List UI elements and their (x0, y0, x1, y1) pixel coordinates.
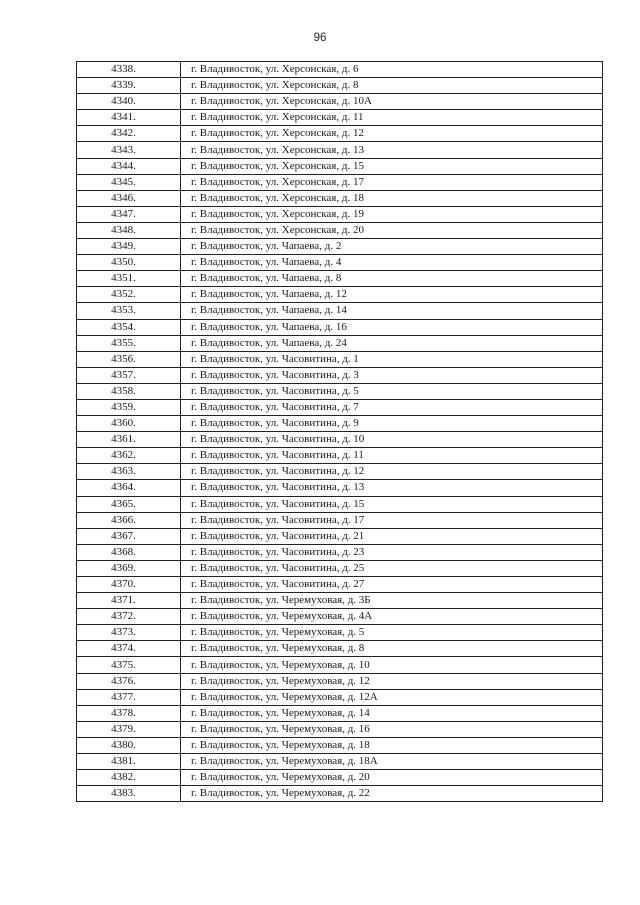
address-cell: г. Владивосток, ул. Херсонская, д. 19 (181, 206, 603, 222)
table-row (77, 480, 603, 496)
address-cell: г. Владивосток, ул. Черемуховая, д. 22 (181, 786, 603, 802)
table-row (77, 528, 603, 544)
row-number-cell: 4359. (77, 399, 181, 415)
row-number-cell: 4352. (77, 287, 181, 303)
address-cell: г. Владивосток, ул. Херсонская, д. 18 (181, 190, 603, 206)
table-row (77, 464, 603, 480)
table-row (77, 721, 603, 737)
address-cell: г. Владивосток, ул. Херсонская, д. 8 (181, 78, 603, 94)
address-cell: г. Владивосток, ул. Черемуховая, д. 12 (181, 673, 603, 689)
table-row (77, 593, 603, 609)
address-cell: г. Владивосток, ул. Часовитина, д. 10 (181, 432, 603, 448)
address-cell: г. Владивосток, ул. Часовитина, д. 5 (181, 383, 603, 399)
table-row (77, 271, 603, 287)
table-row (77, 737, 603, 753)
table-row (77, 544, 603, 560)
row-number-cell: 4371. (77, 593, 181, 609)
row-number-cell: 4347. (77, 206, 181, 222)
table-row (77, 335, 603, 351)
row-number-cell: 4348. (77, 222, 181, 238)
address-cell: г. Владивосток, ул. Черемуховая, д. 3Б (181, 593, 603, 609)
table-row (77, 142, 603, 158)
address-cell: г. Владивосток, ул. Часовитина, д. 9 (181, 416, 603, 432)
row-number-cell: 4374. (77, 641, 181, 657)
address-cell: г. Владивосток, ул. Часовитина, д. 23 (181, 544, 603, 560)
row-number-cell: 4364. (77, 480, 181, 496)
address-cell: г. Владивосток, ул. Часовитина, д. 11 (181, 448, 603, 464)
row-number-cell: 4353. (77, 303, 181, 319)
table-row (77, 190, 603, 206)
row-number-cell: 4377. (77, 689, 181, 705)
row-number-cell: 4355. (77, 335, 181, 351)
row-number-cell: 4381. (77, 754, 181, 770)
row-number-cell: 4368. (77, 544, 181, 560)
address-cell: г. Владивосток, ул. Часовитина, д. 17 (181, 512, 603, 528)
table-row (77, 641, 603, 657)
row-number-cell: 4361. (77, 432, 181, 448)
row-number-cell: 4373. (77, 625, 181, 641)
address-cell: г. Владивосток, ул. Херсонская, д. 6 (181, 62, 603, 78)
table-row (77, 512, 603, 528)
row-number-cell: 4370. (77, 577, 181, 593)
row-number-cell: 4367. (77, 528, 181, 544)
table-row (77, 239, 603, 255)
address-cell: г. Владивосток, ул. Часовитина, д. 27 (181, 577, 603, 593)
table-row (77, 351, 603, 367)
table-row (77, 367, 603, 383)
address-cell: г. Владивосток, ул. Херсонская, д. 20 (181, 222, 603, 238)
page-number: 96 (313, 32, 327, 44)
table-row (77, 206, 603, 222)
address-cell: г. Владивосток, ул. Часовитина, д. 3 (181, 367, 603, 383)
row-number-cell: 4340. (77, 94, 181, 110)
table-row (77, 432, 603, 448)
address-cell: г. Владивосток, ул. Херсонская, д. 17 (181, 174, 603, 190)
table-row (77, 770, 603, 786)
table-row (77, 786, 603, 802)
row-number-cell: 4375. (77, 657, 181, 673)
row-number-cell: 4345. (77, 174, 181, 190)
row-number-cell: 4349. (77, 239, 181, 255)
address-cell: г. Владивосток, ул. Часовитина, д. 21 (181, 528, 603, 544)
address-cell: г. Владивосток, ул. Черемуховая, д. 20 (181, 770, 603, 786)
table-row (77, 416, 603, 432)
table-row (77, 560, 603, 576)
table-row (77, 158, 603, 174)
address-cell: г. Владивосток, ул. Черемуховая, д. 10 (181, 657, 603, 673)
table-row (77, 174, 603, 190)
row-number-cell: 4344. (77, 158, 181, 174)
address-cell: г. Владивосток, ул. Часовитина, д. 13 (181, 480, 603, 496)
row-number-cell: 4342. (77, 126, 181, 142)
row-number-cell: 4365. (77, 496, 181, 512)
row-number-cell: 4362. (77, 448, 181, 464)
address-cell: г. Владивосток, ул. Чапаева, д. 8 (181, 271, 603, 287)
table-row (77, 448, 603, 464)
address-cell: г. Владивосток, ул. Часовитина, д. 1 (181, 351, 603, 367)
row-number-cell: 4358. (77, 383, 181, 399)
address-cell: г. Владивосток, ул. Часовитина, д. 12 (181, 464, 603, 480)
table-row (77, 222, 603, 238)
address-cell: г. Владивосток, ул. Черемуховая, д. 12А (181, 689, 603, 705)
address-cell: г. Владивосток, ул. Черемуховая, д. 8 (181, 641, 603, 657)
row-number-cell: 4350. (77, 255, 181, 271)
address-cell: г. Владивосток, ул. Херсонская, д. 10А (181, 94, 603, 110)
address-cell: г. Владивосток, ул. Черемуховая, д. 14 (181, 705, 603, 721)
table-row (77, 689, 603, 705)
address-cell: г. Владивосток, ул. Чапаева, д. 4 (181, 255, 603, 271)
table-row (77, 62, 603, 78)
table-row (77, 625, 603, 641)
row-number-cell: 4383. (77, 786, 181, 802)
row-number-cell: 4346. (77, 190, 181, 206)
table-row (77, 383, 603, 399)
row-number-cell: 4354. (77, 319, 181, 335)
row-number-cell: 4357. (77, 367, 181, 383)
address-cell: г. Владивосток, ул. Черемуховая, д. 4А (181, 609, 603, 625)
row-number-cell: 4369. (77, 560, 181, 576)
row-number-cell: 4382. (77, 770, 181, 786)
table-row (77, 126, 603, 142)
row-number-cell: 4372. (77, 609, 181, 625)
address-cell: г. Владивосток, ул. Черемуховая, д. 18А (181, 754, 603, 770)
row-number-cell: 4356. (77, 351, 181, 367)
table-row (77, 609, 603, 625)
row-number-cell: 4351. (77, 271, 181, 287)
address-cell: г. Владивосток, ул. Часовитина, д. 15 (181, 496, 603, 512)
row-number-cell: 4360. (77, 416, 181, 432)
address-cell: г. Владивосток, ул. Херсонская, д. 15 (181, 158, 603, 174)
address-cell: г. Владивосток, ул. Чапаева, д. 24 (181, 335, 603, 351)
row-number-cell: 4343. (77, 142, 181, 158)
table-row (77, 287, 603, 303)
address-cell: г. Владивосток, ул. Херсонская, д. 11 (181, 110, 603, 126)
table-row (77, 399, 603, 415)
table-row (77, 754, 603, 770)
row-number-cell: 4376. (77, 673, 181, 689)
address-cell: г. Владивосток, ул. Черемуховая, д. 18 (181, 737, 603, 753)
row-number-cell: 4339. (77, 78, 181, 94)
table-row (77, 110, 603, 126)
row-number-cell: 4380. (77, 737, 181, 753)
row-number-cell: 4378. (77, 705, 181, 721)
address-cell: г. Владивосток, ул. Часовитина, д. 7 (181, 399, 603, 415)
table-row (77, 78, 603, 94)
table-row (77, 673, 603, 689)
address-cell: г. Владивосток, ул. Чапаева, д. 16 (181, 319, 603, 335)
table-row (77, 94, 603, 110)
address-cell: г. Владивосток, ул. Часовитина, д. 25 (181, 560, 603, 576)
address-cell: г. Владивосток, ул. Чапаева, д. 12 (181, 287, 603, 303)
table-row (77, 319, 603, 335)
address-cell: г. Владивосток, ул. Херсонская, д. 13 (181, 142, 603, 158)
row-number-cell: 4366. (77, 512, 181, 528)
table-row (77, 577, 603, 593)
table-row (77, 303, 603, 319)
address-table (76, 61, 603, 802)
table-row (77, 255, 603, 271)
row-number-cell: 4338. (77, 62, 181, 78)
table-row (77, 657, 603, 673)
address-cell: г. Владивосток, ул. Херсонская, д. 12 (181, 126, 603, 142)
address-cell: г. Владивосток, ул. Черемуховая, д. 5 (181, 625, 603, 641)
address-cell: г. Владивосток, ул. Чапаева, д. 2 (181, 239, 603, 255)
row-number-cell: 4341. (77, 110, 181, 126)
table-row (77, 496, 603, 512)
address-table-body (77, 62, 603, 802)
row-number-cell: 4363. (77, 464, 181, 480)
table-row (77, 705, 603, 721)
row-number-cell: 4379. (77, 721, 181, 737)
address-cell: г. Владивосток, ул. Чапаева, д. 14 (181, 303, 603, 319)
address-cell: г. Владивосток, ул. Черемуховая, д. 16 (181, 721, 603, 737)
